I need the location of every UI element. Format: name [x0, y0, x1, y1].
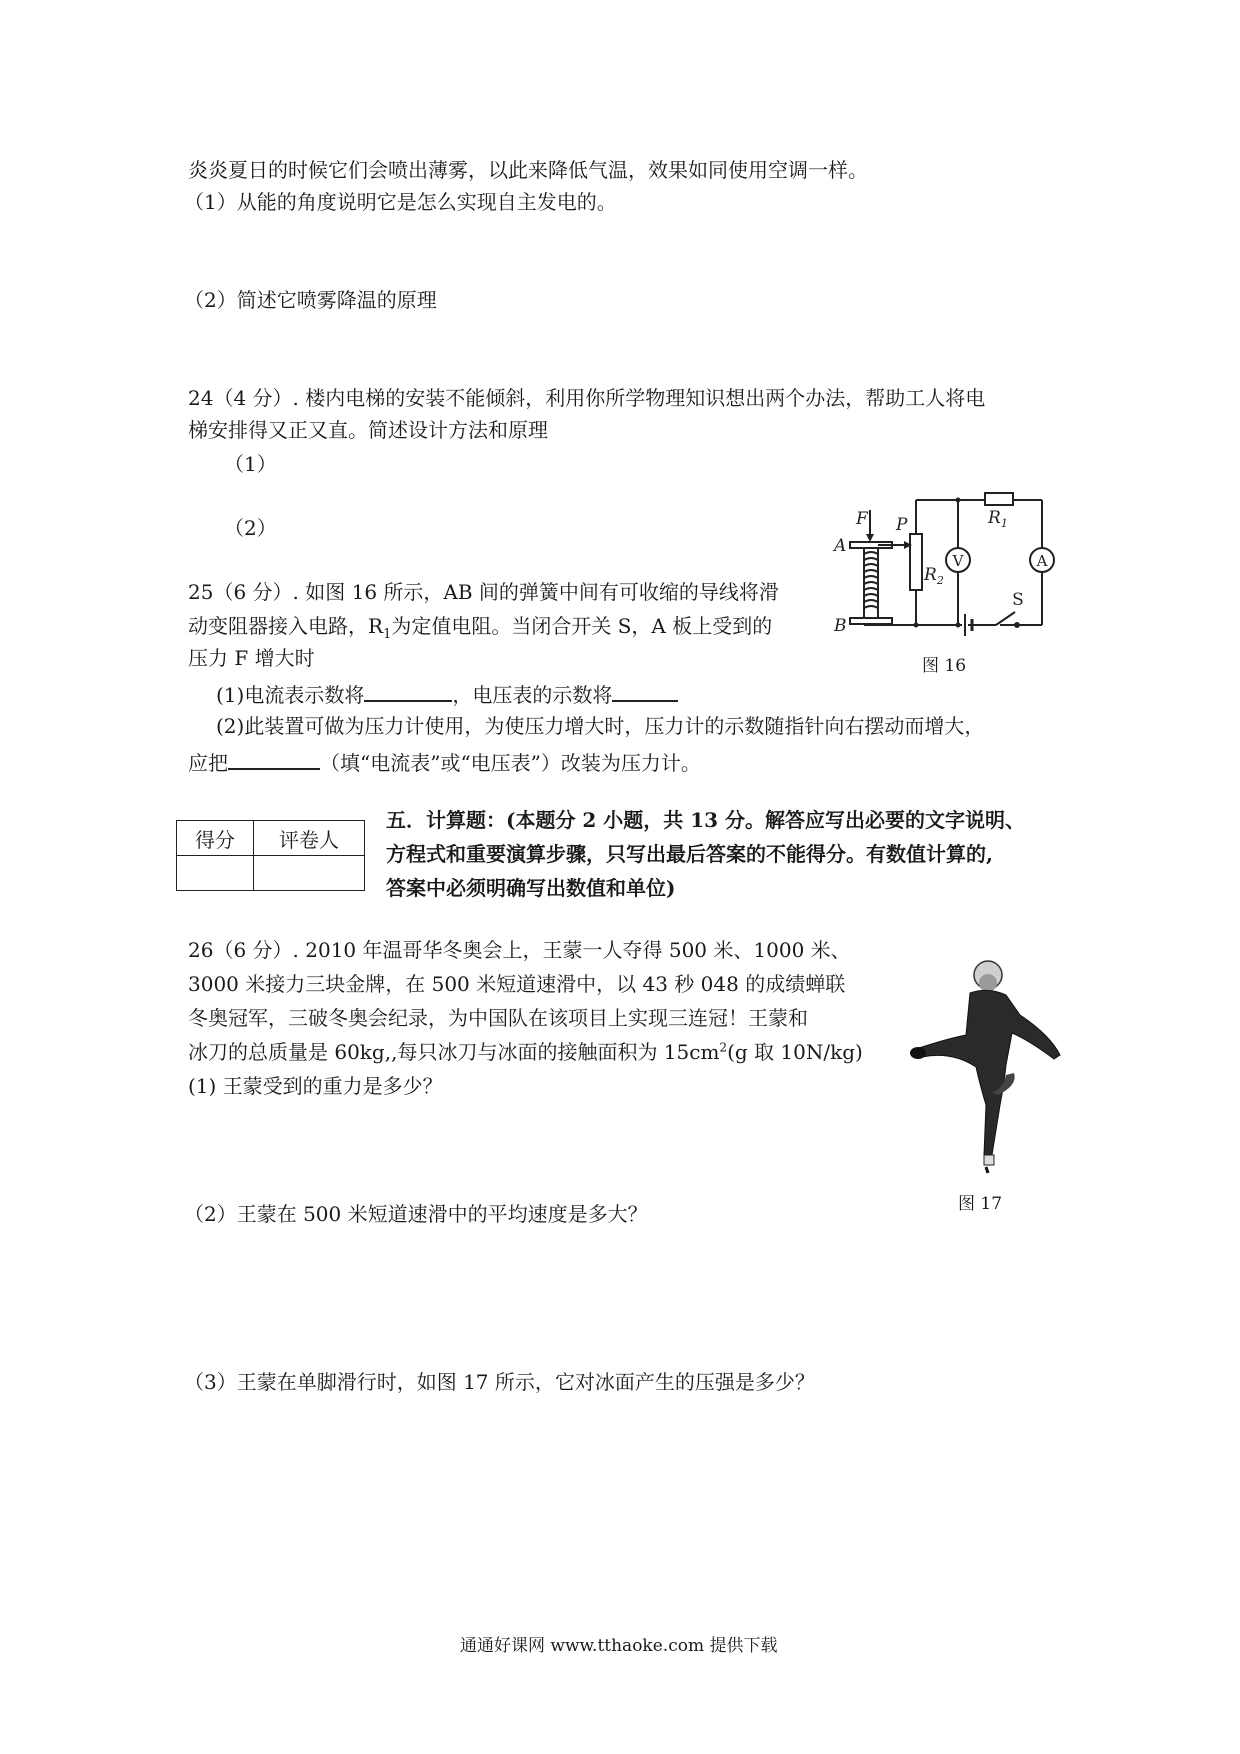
answer-blank-voltage[interactable] [612, 680, 678, 702]
q25-sub2-post: （填“电流表”或“电压表”）改装为压力计。 [320, 751, 701, 775]
q25-line1: 25（6 分）. 如图 16 所示，AB 间的弹簧中间有可收缩的导线将滑 [188, 580, 779, 604]
q26-line4-pre: 冰刀的总质量是 60kg,,每只冰刀与冰面的接触面积为 15cm [188, 1040, 720, 1064]
q24-item1: （1） [224, 452, 277, 476]
q26-sub2: （2）王蒙在 500 米短道速滑中的平均速度是多大？ [184, 1202, 648, 1226]
label-B: B [834, 616, 847, 636]
voltmeter-label: V [952, 552, 964, 570]
q25-line2-pre: 动变阻器接入电路，R [188, 614, 384, 638]
q25-sub2-line1: (2)此装置可做为压力计使用，为使压力增大时，压力计的示数随指针向右摆动而增大， [216, 714, 985, 738]
q26-line4-post: (g 取 10N/kg) [727, 1040, 863, 1064]
q25-sub1-pre: (1)电流表示数将 [216, 683, 365, 707]
q25-sub1-mid: ，电压表的示数将 [452, 683, 613, 707]
intro-sub2: （2）简述它喷雾降温的原理 [184, 288, 437, 312]
ammeter-label: A [1036, 552, 1048, 570]
score-header: 得分 [177, 821, 254, 856]
figure16-circuit [820, 490, 1070, 680]
answer-blank-current[interactable] [364, 680, 452, 702]
intro-sub1: （1）从能的角度说明它是怎么实现自主发电的。 [184, 190, 617, 214]
switch-label: S [1012, 590, 1024, 610]
q25-sub2-pre: 应把 [188, 751, 228, 775]
label-A: A [834, 536, 847, 556]
q26-line2: 3000 米接力三块金牌，在 500 米短道速滑中，以 43 秒 048 的成绩蝉联 [188, 972, 846, 996]
q25-line2-sub: 1 [383, 627, 392, 642]
q25-sub1 [216, 680, 678, 707]
intro-text: 炎炎夏日的时候它们会喷出薄雾，以此来降低气温，效果如同使用空调一样。 [188, 158, 868, 182]
figure17-caption: 图 17 [958, 1194, 1003, 1214]
score-table [176, 820, 365, 891]
figure16-caption: 图 16 [922, 656, 967, 676]
q26-line4 [188, 1040, 863, 1064]
footer-text: 通通好课网 www.tthaoke.com 提供下载 [460, 1636, 778, 1656]
section5-line1: 五．计算题：(本题分 2 小题，共 13 分。解答应写出必要的文字说明、 [386, 808, 1026, 832]
section5-line3: 答案中必须明确写出数值和单位) [386, 876, 676, 900]
q26-sub1: (1) 王蒙受到的重力是多少？ [188, 1074, 443, 1098]
q24-line1: 24（4 分）. 楼内电梯的安装不能倾斜，利用你所学物理知识想出两个办法，帮助工人将电 [188, 386, 986, 410]
q24-line2: 梯安排得又正又直。简述设计方法和原理 [188, 418, 548, 442]
figure17-skater-image [900, 955, 1070, 1175]
q25-line2-post: 为定值电阻。当闭合开关 S，A 板上受到的 [391, 614, 773, 638]
q25-sub2-line2 [188, 748, 701, 775]
q26-sub3: （3）王蒙在单脚滑行时，如图 17 所示，它对冰面产生的压强是多少？ [184, 1370, 815, 1394]
label-R1: $R_1$ [988, 508, 1008, 530]
answer-blank-meter[interactable] [228, 748, 320, 770]
q26-line1: 26（6 分）. 2010 年温哥华冬奥会上，王蒙一人夺得 500 米、1000 米、 [188, 938, 851, 962]
q25-line3: 压力 F 增大时 [188, 646, 315, 670]
label-R2: $R_2$ [924, 565, 944, 587]
score-cell[interactable] [177, 856, 254, 891]
label-F: F [856, 509, 868, 529]
q26-line3: 冬奥冠军，三破冬奥会纪录，为中国队在该项目上实现三连冠！王蒙和 [188, 1006, 808, 1030]
grader-cell[interactable] [254, 856, 365, 891]
grader-header: 评卷人 [254, 821, 365, 856]
q25-line2 [188, 614, 772, 643]
section5-line2: 方程式和重要演算步骤，只写出最后答案的不能得分。有数值计算的, [386, 842, 993, 866]
label-P: P [896, 515, 908, 535]
q26-line4-sup: 2 [719, 1040, 728, 1055]
q24-item2: （2） [224, 516, 277, 540]
